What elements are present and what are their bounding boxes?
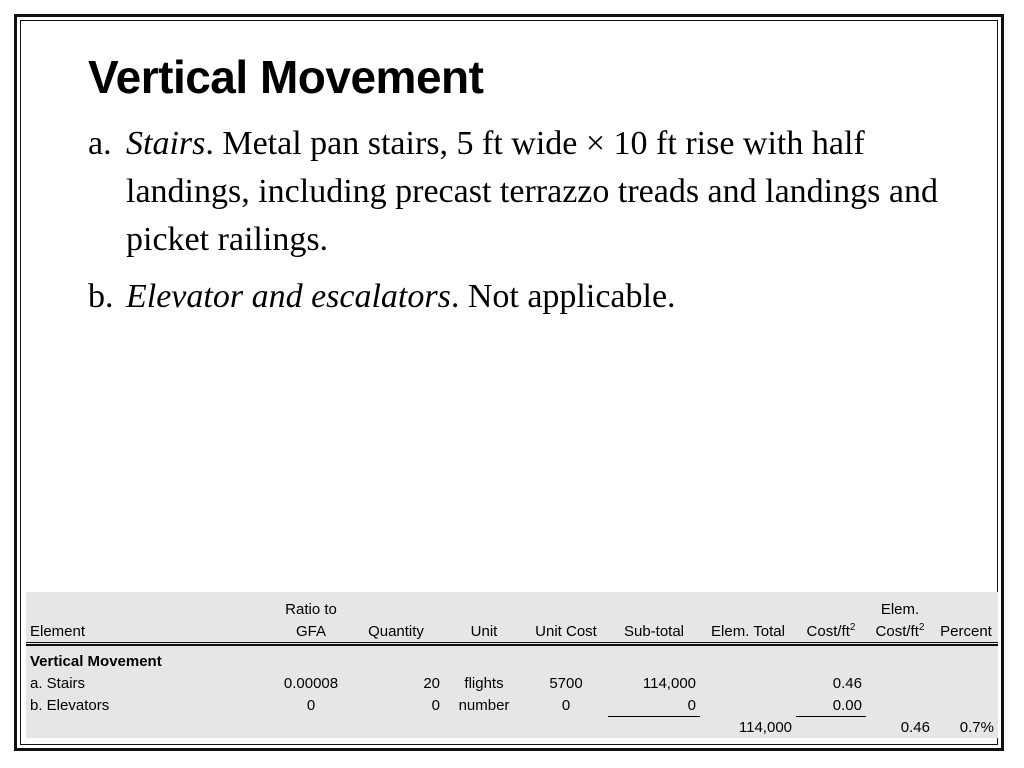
item-heading: Stairs <box>126 125 206 162</box>
cell-cost-ft2: 0.46 <box>832 674 862 692</box>
table-totals-row <box>26 717 998 740</box>
cost-table <box>26 592 998 739</box>
cell-subtotal: 0 <box>608 694 700 717</box>
section-title: Vertical Movement <box>30 652 162 670</box>
cell-element: b. Elevators <box>30 696 110 714</box>
table-header-row-top <box>26 592 998 618</box>
cell-ratio: 0.00008 <box>283 674 339 692</box>
cell-unit-cost: 5700 <box>549 674 583 692</box>
cell-element: a. Stairs <box>30 674 86 692</box>
table-section-row <box>26 646 998 673</box>
table-row <box>26 694 998 717</box>
header-element: Element <box>30 623 86 640</box>
item-heading: Elevator and escalators <box>126 278 451 315</box>
header-unit-cost: Unit Cost <box>535 623 597 640</box>
cell-elem-cost-ft2: 0.46 <box>900 719 930 737</box>
slide-title: Vertical Movement <box>88 51 484 103</box>
header-cost-ft2: Cost/$ft^2$ <box>806 622 856 640</box>
cell-unit: flights <box>464 674 504 692</box>
cell-quantity: 0 <box>431 696 440 714</box>
header-percent: Percent <box>940 623 992 640</box>
cell-percent: 0.7% <box>959 719 994 737</box>
cell-unit: number <box>458 696 510 714</box>
item-elevators <box>88 273 968 321</box>
header-elem-cost-ft2: Cost/$ft^2$ <box>875 622 925 640</box>
header-elem-line1: Elem. <box>880 601 920 618</box>
header-quantity: Quantity <box>368 623 424 640</box>
cell-unit-cost: 0 <box>561 696 571 714</box>
cell-quantity: 20 <box>423 674 440 692</box>
cell-elem-total: 114,000 <box>738 719 792 737</box>
item-stairs <box>88 120 968 264</box>
header-elem-total: Elem. Total <box>711 623 785 640</box>
cell-ratio: 0 <box>306 696 316 714</box>
header-ratio-line2: GFA <box>295 623 326 640</box>
item-text: . Metal pan stairs, 5 ft wide × 10 ft rise with half landings, including precast terrazzo treads and landings and picket railings. <box>126 125 938 258</box>
table-row <box>26 672 998 694</box>
cost-table-panel <box>26 592 998 738</box>
header-ratio-line1: Ratio to <box>285 601 337 618</box>
slide-body <box>88 120 968 330</box>
item-label: b. <box>88 278 114 315</box>
item-text: . Not applicable. <box>450 278 676 315</box>
cell-cost-ft2: 0.00 <box>796 694 866 717</box>
cell-subtotal: 114,000 <box>642 674 696 692</box>
item-label: a. <box>88 125 112 162</box>
table-header-row <box>26 618 998 644</box>
header-subtotal: Sub-total <box>623 623 685 640</box>
header-unit: Unit <box>470 623 498 640</box>
